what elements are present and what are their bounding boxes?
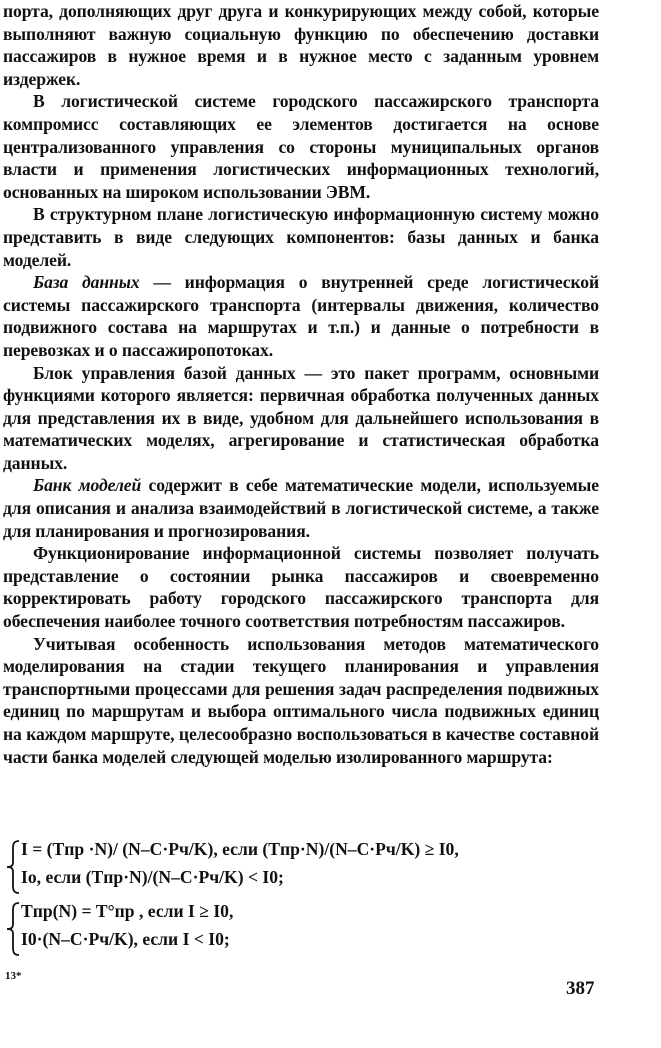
term-database: База данных: [33, 272, 140, 293]
left-brace-icon: [6, 840, 20, 894]
paragraph-modeling: Учитывая особенность использования методов математического моделирования на стадии текущего планирования и управления транспортными процессами для решения задач распределения подвижных единиц по маршрутам и выбора оптимального числа подвижных единиц на каждом маршруте, целесообразно воспользоваться в качестве составной части банка моделей следующей моделью изолированного маршрута:: [3, 633, 599, 767]
definition-model-bank: [3, 474, 599, 542]
formula-2-line-2: I0·(N–C·Pч/K), если I < I0;: [21, 929, 230, 949]
paragraph-functioning: Функционирование информационной системы позволяет получать представление о состоянии рынка пассажиров и своевременно корректировать работу городского пассажирского транспорта для обеспечения наиболее точного соответствия потребностям пассажиров.: [3, 543, 599, 632]
paragraph-3: В структурном плане логистическую информационную систему можно представить в виде следующих компонентов: базы данных и банка моделей.: [3, 204, 599, 270]
formula-1-line-1: I = (Tпр ·N)/ (N–C·Pч/K), если (Tпр·N)/(N–C·Pч/K) ≥ I0,: [21, 839, 459, 859]
paragraph-db-management: Блок управления базой данных — это пакет программ, основными функциями которого является: первичная обработка полученных данных для представления их в виде, удобном для дальнейшего использования в математических моделях, агрегирование и статистическая обработка данных.: [3, 362, 599, 473]
term-model-bank: Банк моделей: [33, 475, 142, 496]
definition-database: [3, 271, 599, 361]
formula-2: [3, 900, 599, 960]
paragraph-2: В логистической системе городского пассажирского транспорта компромисс составляющих ее элементов достигается на основе централизованного управления со стороны муниципальных органов власти и применения логистических информационных технологий, основанных на широком использовании ЭВМ.: [3, 91, 599, 202]
definition-database-text: — информация о внутренней среде логистической системы пассажирского транспорта (интервалы движения, количество подвижного состава на маршрутах и т.п.) и данные о потребности в перевозках и о пассажиропотоках.: [3, 272, 600, 360]
paragraph-1: порта, дополняющих друг друга и конкурирующих между собой, которые выполняют важную социальную функцию по обеспечению доставки пассажиров в нужное время и в нужное место с заданным уровнем издержек.: [3, 1, 599, 89]
footnote-mark: 13*: [5, 970, 22, 982]
formula-1: [3, 838, 599, 898]
page-number: 387: [566, 978, 595, 999]
definition-model-bank-text: содержит в себе математические модели, используемые для описания и анализа взаимодействий в логистической системе, а также для планирования и прогнозирования.: [3, 475, 599, 541]
formula-2-line-1: Tпр(N) = T°пр , если I ≥ I0,: [21, 901, 234, 921]
left-brace-icon: [6, 902, 20, 956]
body-text: [3, 0, 599, 768]
formula-1-line-2: Iо, если (Tпр·N)/(N–C·Pч/K) < I0;: [21, 867, 284, 887]
